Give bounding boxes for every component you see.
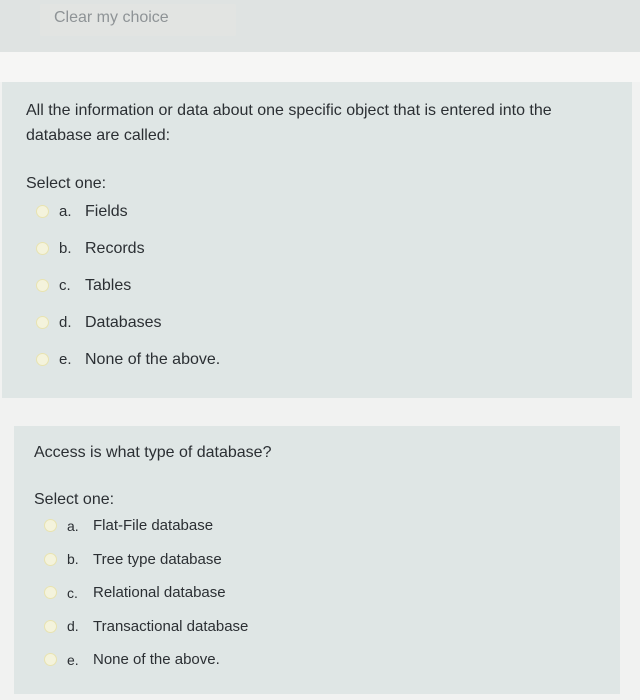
radio-button[interactable] [44, 653, 57, 666]
answer-letter: e. [67, 651, 79, 668]
question-card-2 [14, 426, 620, 694]
answer-text: None of the above. [93, 651, 220, 669]
answer-option-c[interactable] [26, 267, 632, 304]
select-one-label: Select one: [34, 491, 115, 508]
answer-text: Tree type database [93, 550, 222, 568]
radio-button[interactable] [36, 353, 49, 366]
radio-button[interactable] [36, 242, 49, 255]
answer-letter: d. [59, 314, 72, 331]
answer-text: Transactional database [93, 617, 249, 635]
answer-option-b[interactable] [34, 543, 620, 577]
answer-letter: e. [59, 351, 72, 368]
answer-option-b[interactable] [26, 230, 632, 267]
question-spacer [0, 52, 640, 82]
clear-my-choice-button[interactable]: Clear my choice [40, 4, 236, 36]
answer-text: None of the above. [85, 350, 221, 368]
previous-question-footer [0, 0, 640, 52]
answer-letter: b. [67, 551, 79, 568]
answer-option-e[interactable] [34, 643, 620, 677]
radio-button[interactable] [36, 316, 49, 329]
answer-text: Tables [85, 276, 132, 294]
answer-letter: d. [67, 618, 79, 635]
answer-option-d[interactable] [26, 304, 632, 341]
radio-button[interactable] [44, 553, 57, 566]
answer-letter: c. [59, 277, 71, 294]
answer-text: Records [85, 239, 145, 257]
question-text: All the information or data about one specific object that is entered into the database are called: [26, 102, 552, 144]
answer-text: Flat-File database [93, 517, 214, 535]
select-one-label: Select one: [26, 175, 107, 192]
radio-button[interactable] [36, 279, 49, 292]
radio-button[interactable] [44, 620, 57, 633]
answer-list [26, 193, 632, 378]
answer-option-a[interactable] [26, 193, 632, 230]
radio-button[interactable] [44, 519, 57, 532]
answer-text: Relational database [93, 584, 226, 602]
answer-letter: a. [59, 203, 72, 220]
radio-button[interactable] [36, 205, 49, 218]
answer-letter: c. [67, 584, 78, 601]
answer-letter: b. [59, 240, 72, 257]
answer-letter: a. [67, 517, 79, 534]
answer-option-c[interactable] [34, 576, 620, 610]
answer-option-a[interactable] [34, 509, 620, 543]
question-card-1 [2, 82, 632, 398]
answer-list [34, 509, 620, 677]
answer-text: Fields [85, 202, 128, 220]
radio-button[interactable] [44, 586, 57, 599]
question-text: Access is what type of database? [34, 444, 272, 461]
answer-text: Databases [85, 313, 162, 331]
answer-option-e[interactable] [26, 341, 632, 378]
answer-option-d[interactable] [34, 610, 620, 644]
